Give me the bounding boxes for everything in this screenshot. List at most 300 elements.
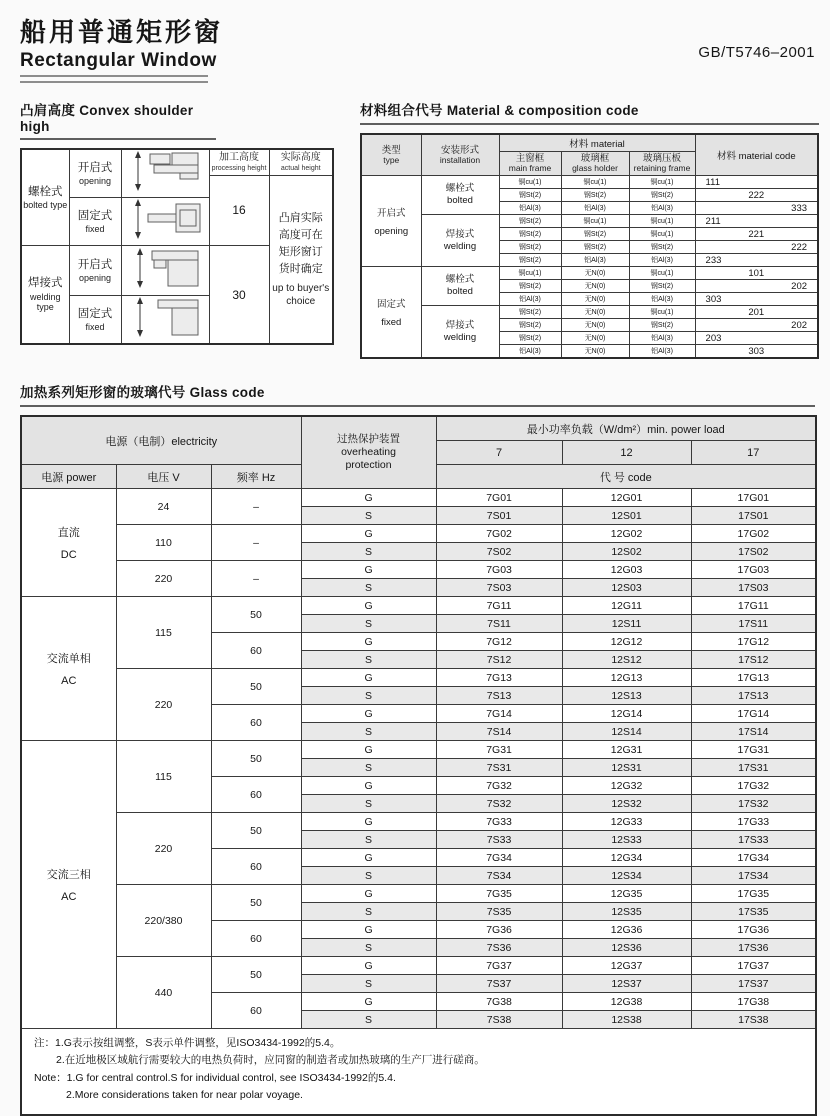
glass-code-cell: 17S14 — [691, 723, 816, 741]
header-label-zh: 加工高度 — [219, 152, 259, 164]
protection-cell: G — [301, 489, 436, 507]
glass-code-cell: 17G14 — [691, 705, 816, 723]
glass-code-cell: 12S02 — [562, 543, 691, 561]
glass-code-cell: 7G01 — [436, 489, 562, 507]
header-label-zh: 玻璃压板 — [643, 153, 682, 164]
frequency-cell: 60 — [211, 705, 301, 741]
header-label-en: actual height — [280, 164, 321, 172]
glass-code-cell: 17S02 — [691, 543, 816, 561]
voltage-cell: 440 — [116, 957, 211, 1029]
column-header-glass-holder — [561, 152, 629, 176]
material-code-cell: 222 — [695, 189, 818, 202]
note-line-en1: Note：1.G for central control.S for individual control, see ISO3434-1992的5.4. — [34, 1071, 396, 1084]
main-frame-material-cell: 钢St(2) — [499, 215, 561, 228]
note-line-en2: 2.More considerations taken for near polar voyage. — [66, 1089, 303, 1102]
material-code-cell: 202 — [695, 319, 818, 332]
material-code-cell: 111 — [695, 176, 818, 189]
retaining-frame-material-cell: 铜cu(1) — [629, 228, 695, 241]
glass-holder-material-cell: 铜cu(1) — [561, 176, 629, 189]
glass-code-cell: 17S38 — [691, 1011, 816, 1029]
protection-cell: S — [301, 867, 436, 885]
type-label-zh: 开启式 — [376, 208, 406, 220]
notes-block — [21, 1029, 816, 1116]
glass-code-row — [21, 525, 816, 543]
installation-label-zh: 螺栓式 — [445, 274, 475, 286]
frequency-cell: 60 — [211, 849, 301, 885]
convex-shoulder-table — [20, 148, 334, 345]
voltage-cell: 115 — [116, 741, 211, 813]
diagram-cell — [121, 246, 209, 296]
voltage-cell: 220 — [116, 669, 211, 741]
voltage-cell: 110 — [116, 525, 211, 561]
power-type-cell — [21, 741, 116, 1029]
retaining-frame-material-cell: 铜cu(1) — [629, 267, 695, 280]
glass-code-cell: 17G03 — [691, 561, 816, 579]
glass-code-row — [21, 885, 816, 903]
header-label-en: type — [383, 154, 400, 165]
window-section-diagram — [124, 296, 206, 338]
glass-code-cell: 12S33 — [562, 831, 691, 849]
glass-table-body — [21, 489, 816, 1029]
retaining-frame-material-cell: 铝Al(3) — [629, 345, 695, 359]
table-row — [21, 149, 333, 175]
column-header-actual-height — [269, 149, 333, 175]
glass-code-cell: 7G02 — [436, 525, 562, 543]
protection-cell: S — [301, 543, 436, 561]
protection-cell: S — [301, 579, 436, 597]
glass-code-cell: 12G31 — [562, 741, 691, 759]
glass-holder-material-cell: 无N(0) — [561, 345, 629, 359]
convex-section-title: 凸肩高度 Convex shoulder high — [20, 99, 216, 140]
protection-cell: G — [301, 777, 436, 795]
main-frame-material-cell: 钢St(2) — [499, 280, 561, 293]
glass-code-cell: 17S12 — [691, 651, 816, 669]
glass-code-cell: 12G37 — [562, 957, 691, 975]
material-code-cell: 222 — [695, 241, 818, 254]
install-cell-fixed — [69, 296, 121, 345]
processing-height-value: 16 — [209, 175, 269, 246]
frequency-cell: 50 — [211, 957, 301, 993]
column-header-retaining-frame — [629, 152, 695, 176]
glass-code-cell: 17G11 — [691, 597, 816, 615]
glass-code-cell: 12G12 — [562, 633, 691, 651]
load-level-header: 12 — [562, 441, 691, 465]
frequency-cell: – — [211, 489, 301, 525]
column-header-voltage: 电压 V — [116, 465, 211, 489]
diagram-cell — [121, 198, 209, 246]
type-cell-welding — [21, 246, 69, 345]
glass-code-cell: 7S12 — [436, 651, 562, 669]
glass-code-cell: 17G34 — [691, 849, 816, 867]
glass-code-cell: 12G02 — [562, 525, 691, 543]
glass-code-cell: 17S33 — [691, 831, 816, 849]
page-title-zh: 船用普通矩形窗 — [20, 17, 224, 47]
voltage-cell: 220 — [116, 561, 211, 597]
diagram-cell — [121, 149, 209, 198]
upper-tables-row — [20, 99, 815, 359]
voltage-cell: 220 — [116, 813, 211, 885]
install-cell-fixed — [69, 198, 121, 246]
glass-code-cell: 17S36 — [691, 939, 816, 957]
column-header-overheating-protection — [301, 416, 436, 489]
material-table-body — [361, 176, 818, 359]
header-label-en: glass holder — [572, 163, 618, 174]
protection-cell: G — [301, 669, 436, 687]
glass-code-cell: 12G36 — [562, 921, 691, 939]
frequency-cell: – — [211, 561, 301, 597]
install-label-zh: 固定式 — [77, 307, 113, 320]
protection-cell: G — [301, 633, 436, 651]
material-section-title: 材料组合代号 Material & composition code — [360, 99, 819, 125]
voltage-cell: 220/380 — [116, 885, 211, 957]
load-level-header: 7 — [436, 441, 562, 465]
glass-code-row — [21, 669, 816, 687]
protection-cell: G — [301, 741, 436, 759]
glass-holder-material-cell: 无N(0) — [561, 332, 629, 345]
glass-code-cell: 17G31 — [691, 741, 816, 759]
power-label-zh: 直流 — [57, 527, 80, 540]
glass-code-cell: 17G38 — [691, 993, 816, 1011]
installation-label-zh: 螺栓式 — [445, 183, 475, 195]
glass-code-cell: 12G11 — [562, 597, 691, 615]
glass-code-row — [21, 741, 816, 759]
glass-holder-material-cell: 无N(0) — [561, 267, 629, 280]
material-row — [361, 306, 818, 319]
material-code-section — [360, 99, 819, 359]
glass-code-cell: 12S36 — [562, 939, 691, 957]
main-frame-material-cell: 钢St(2) — [499, 254, 561, 267]
glass-code-cell: 17G32 — [691, 777, 816, 795]
frequency-cell: 50 — [211, 597, 301, 633]
retaining-frame-material-cell: 铜cu(1) — [629, 306, 695, 319]
material-code-cell: 202 — [695, 280, 818, 293]
type-label-en: fixed — [381, 317, 402, 329]
glass-code-cell: 12S35 — [562, 903, 691, 921]
column-header-code: 代 号 code — [436, 465, 816, 489]
glass-code-cell: 7S35 — [436, 903, 562, 921]
material-row — [361, 267, 818, 280]
protection-cell: S — [301, 903, 436, 921]
glass-holder-material-cell: 无N(0) — [561, 306, 629, 319]
column-header-min-power-load: 最小功率负载（W/dm²）min. power load — [436, 416, 816, 441]
retaining-frame-material-cell: 钢St(2) — [629, 280, 695, 293]
main-frame-material-cell: 铜cu(1) — [499, 267, 561, 280]
glass-code-cell: 7S03 — [436, 579, 562, 597]
glass-code-cell: 17S37 — [691, 975, 816, 993]
main-frame-material-cell: 铜cu(1) — [499, 176, 561, 189]
glass-code-cell: 7G38 — [436, 993, 562, 1011]
column-header-power: 电源 power — [21, 465, 116, 489]
page-title-en: Rectangular Window — [20, 50, 217, 71]
glass-code-cell: 12S14 — [562, 723, 691, 741]
frequency-cell: – — [211, 525, 301, 561]
protection-cell: G — [301, 993, 436, 1011]
protection-cell: S — [301, 831, 436, 849]
glass-code-cell: 7G32 — [436, 777, 562, 795]
protection-cell: G — [301, 849, 436, 867]
material-code-cell: 233 — [695, 254, 818, 267]
window-section-diagram — [124, 247, 206, 289]
glass-code-cell: 7S32 — [436, 795, 562, 813]
load-level-header: 17 — [691, 441, 816, 465]
frequency-cell: 60 — [211, 993, 301, 1029]
main-frame-material-cell: 钢St(2) — [499, 306, 561, 319]
glass-code-cell: 7G31 — [436, 741, 562, 759]
installation-label-zh: 焊接式 — [445, 319, 475, 331]
protection-cell: S — [301, 687, 436, 705]
install-label-en: fixed — [85, 322, 105, 333]
type-cell — [361, 176, 421, 267]
column-header-main-frame — [499, 152, 561, 176]
install-cell-opening — [69, 246, 121, 296]
frequency-cell: 50 — [211, 741, 301, 777]
type-label-en: opening — [374, 226, 409, 238]
power-label-en: AC — [61, 675, 77, 688]
glass-code-cell: 12S12 — [562, 651, 691, 669]
type-label-en: welding type — [29, 291, 61, 313]
frequency-cell: 60 — [211, 633, 301, 669]
installation-cell — [421, 306, 499, 359]
material-row — [361, 215, 818, 228]
glass-code-cell: 17S34 — [691, 867, 816, 885]
power-label-en: AC — [61, 891, 77, 904]
glass-code-cell: 12S03 — [562, 579, 691, 597]
frequency-cell: 60 — [211, 921, 301, 957]
frequency-cell: 50 — [211, 885, 301, 921]
glass-code-cell: 12S32 — [562, 795, 691, 813]
glass-holder-material-cell: 铝Al(3) — [561, 202, 629, 215]
glass-code-cell: 7G34 — [436, 849, 562, 867]
material-code-cell: 221 — [695, 228, 818, 241]
glass-code-row — [21, 561, 816, 579]
install-cell-opening — [69, 149, 121, 198]
retaining-frame-material-cell: 铜cu(1) — [629, 215, 695, 228]
power-type-cell — [21, 489, 116, 597]
glass-code-cell: 17S13 — [691, 687, 816, 705]
voltage-cell: 24 — [116, 489, 211, 525]
convex-shoulder-section — [20, 99, 332, 345]
glass-code-cell: 7G14 — [436, 705, 562, 723]
main-frame-material-cell: 铝Al(3) — [499, 202, 561, 215]
column-header-material-code: 材料 material code — [695, 134, 818, 176]
glass-code-cell: 7S33 — [436, 831, 562, 849]
glass-code-row — [21, 813, 816, 831]
glass-code-cell: 17S03 — [691, 579, 816, 597]
install-label-en: opening — [78, 176, 112, 187]
glass-code-cell: 7S14 — [436, 723, 562, 741]
table-row — [361, 134, 818, 152]
glass-code-cell: 7G12 — [436, 633, 562, 651]
retaining-frame-material-cell: 铜cu(1) — [629, 176, 695, 189]
type-label-zh: 焊接式 — [28, 277, 63, 290]
installation-label-en: bolted — [447, 195, 473, 207]
standard-code: GB/T5746–2001 — [698, 44, 815, 61]
protection-cell: G — [301, 921, 436, 939]
retaining-frame-material-cell: 钢St(2) — [629, 241, 695, 254]
installation-label-en: welding — [443, 331, 477, 343]
material-code-cell: 203 — [695, 332, 818, 345]
header-label-zh: 安装形式 — [440, 144, 479, 156]
protection-cell: G — [301, 597, 436, 615]
note-en: up to buyer's choice — [272, 283, 330, 308]
material-row — [361, 176, 818, 189]
glass-code-cell: 17G35 — [691, 885, 816, 903]
glass-code-cell: 12G14 — [562, 705, 691, 723]
install-label-en: opening — [78, 273, 112, 284]
glass-holder-material-cell: 钢St(2) — [561, 189, 629, 202]
protection-cell: S — [301, 939, 436, 957]
protection-cell: G — [301, 885, 436, 903]
main-frame-material-cell: 钢St(2) — [499, 189, 561, 202]
window-section-diagram — [124, 150, 206, 192]
note-line-zh2: 2.在近地极区域航行需要较大的电热负荷时，应同窗的制造者或加热玻璃的生产厂进行磋商。 — [56, 1054, 485, 1067]
column-header-type — [361, 134, 421, 176]
install-label-zh: 开启式 — [77, 161, 113, 174]
glass-holder-material-cell: 铜cu(1) — [561, 215, 629, 228]
installation-label-en: bolted — [447, 286, 473, 298]
protection-cell: S — [301, 759, 436, 777]
install-label-en: fixed — [85, 224, 105, 235]
glass-section-title: 加热系列矩形窗的玻璃代号 Glass code — [20, 381, 815, 407]
column-header-frequency: 频率 Hz — [211, 465, 301, 489]
retaining-frame-material-cell: 铝Al(3) — [629, 332, 695, 345]
protection-cell: G — [301, 525, 436, 543]
header-label-zh: 主窗框 — [515, 153, 545, 164]
installation-cell — [421, 176, 499, 215]
glass-code-cell: 12S37 — [562, 975, 691, 993]
glass-code-cell: 12G35 — [562, 885, 691, 903]
glass-code-cell: 7S36 — [436, 939, 562, 957]
glass-code-cell: 7G13 — [436, 669, 562, 687]
glass-table-header — [21, 416, 816, 489]
main-frame-material-cell: 钢St(2) — [499, 241, 561, 254]
glass-holder-material-cell: 无N(0) — [561, 293, 629, 306]
table-row — [21, 416, 816, 441]
main-frame-material-cell: 铝Al(3) — [499, 345, 561, 359]
main-frame-material-cell: 钢St(2) — [499, 319, 561, 332]
processing-height-value: 30 — [209, 246, 269, 345]
title-double-underline — [20, 75, 208, 83]
type-label-zh: 螺栓式 — [28, 185, 63, 198]
glass-code-cell: 7G03 — [436, 561, 562, 579]
glass-code-cell: 17G01 — [691, 489, 816, 507]
material-code-cell: 211 — [695, 215, 818, 228]
column-header-installation — [421, 134, 499, 176]
glass-code-cell: 17S11 — [691, 615, 816, 633]
glass-code-cell: 12S11 — [562, 615, 691, 633]
glass-holder-material-cell: 无N(0) — [561, 280, 629, 293]
retaining-frame-material-cell: 铝Al(3) — [629, 254, 695, 267]
title-block — [20, 12, 223, 83]
header-label-en: installation — [439, 154, 481, 165]
retaining-frame-material-cell: 钢St(2) — [629, 189, 695, 202]
table-row — [21, 1029, 816, 1116]
glass-code-cell: 12G32 — [562, 777, 691, 795]
protection-cell: S — [301, 795, 436, 813]
glass-code-row — [21, 597, 816, 615]
retaining-frame-material-cell: 铝Al(3) — [629, 293, 695, 306]
material-code-cell: 303 — [695, 293, 818, 306]
glass-code-row — [21, 489, 816, 507]
glass-code-cell: 17G33 — [691, 813, 816, 831]
glass-code-cell: 7S01 — [436, 507, 562, 525]
glass-code-cell: 7S38 — [436, 1011, 562, 1029]
glass-holder-material-cell: 钢St(2) — [561, 241, 629, 254]
glass-code-cell: 12S38 — [562, 1011, 691, 1029]
glass-code-cell: 12G13 — [562, 669, 691, 687]
glass-code-cell: 7S02 — [436, 543, 562, 561]
glass-code-cell: 17G12 — [691, 633, 816, 651]
type-label-zh: 固定式 — [376, 299, 406, 311]
glass-code-cell: 12G33 — [562, 813, 691, 831]
protection-cell: S — [301, 615, 436, 633]
material-code-cell: 303 — [695, 345, 818, 359]
header-label-en: retaining frame — [633, 163, 691, 174]
glass-code-section — [20, 381, 815, 1116]
note-zh: 凸肩实际高度可在矩形窗订货时确定 — [278, 212, 323, 276]
glass-table-footer — [21, 1029, 816, 1116]
glass-code-cell: 7S37 — [436, 975, 562, 993]
glass-code-cell: 12S34 — [562, 867, 691, 885]
protection-cell: S — [301, 651, 436, 669]
frequency-cell: 50 — [211, 669, 301, 705]
glass-code-cell: 17S35 — [691, 903, 816, 921]
glass-holder-material-cell: 无N(0) — [561, 319, 629, 332]
installation-label-zh: 焊接式 — [445, 228, 475, 240]
glass-code-cell: 7G33 — [436, 813, 562, 831]
header-label-en: processing height — [211, 164, 267, 172]
glass-holder-material-cell: 钢St(2) — [561, 228, 629, 241]
protection-cell: S — [301, 1011, 436, 1029]
installation-label-en: welding — [443, 240, 477, 252]
power-type-cell — [21, 597, 116, 741]
glass-code-cell: 7S11 — [436, 615, 562, 633]
power-label-zh: 交流三相 — [46, 869, 91, 882]
installation-cell — [421, 215, 499, 267]
type-label-en: bolted type — [23, 200, 68, 211]
column-header-processing-height — [209, 149, 269, 175]
glass-code-cell: 12G01 — [562, 489, 691, 507]
glass-code-cell: 7S34 — [436, 867, 562, 885]
material-table-header — [361, 134, 818, 176]
type-cell-bolted — [21, 149, 69, 246]
column-header-material: 材料 material — [499, 134, 695, 152]
retaining-frame-material-cell: 钢St(2) — [629, 319, 695, 332]
protection-cell: G — [301, 813, 436, 831]
glass-code-cell: 12S13 — [562, 687, 691, 705]
glass-code-cell: 17G36 — [691, 921, 816, 939]
header-label-zh: 过热保护装置 — [337, 432, 401, 445]
glass-code-cell: 17G37 — [691, 957, 816, 975]
type-cell — [361, 267, 421, 359]
frequency-cell: 60 — [211, 777, 301, 813]
protection-cell: S — [301, 723, 436, 741]
header-label-en: main frame — [508, 163, 552, 174]
glass-code-row — [21, 957, 816, 975]
column-header-electricity: 电源（电制）electricity — [21, 416, 301, 465]
header-label-zh: 实际高度 — [280, 152, 321, 164]
install-label-zh: 开启式 — [77, 258, 113, 271]
installation-cell — [421, 267, 499, 306]
power-label-zh: 交流单相 — [46, 653, 91, 666]
power-label-en: DC — [60, 549, 77, 562]
document-header — [20, 12, 815, 83]
material-code-cell: 333 — [695, 202, 818, 215]
window-section-diagram — [124, 198, 206, 240]
note-line-zh1: 注：1.G表示按组调整，S表示单件调整，见ISO3434-1992的5.4。 — [34, 1037, 341, 1050]
glass-code-cell: 12S31 — [562, 759, 691, 777]
glass-code-cell: 7G35 — [436, 885, 562, 903]
